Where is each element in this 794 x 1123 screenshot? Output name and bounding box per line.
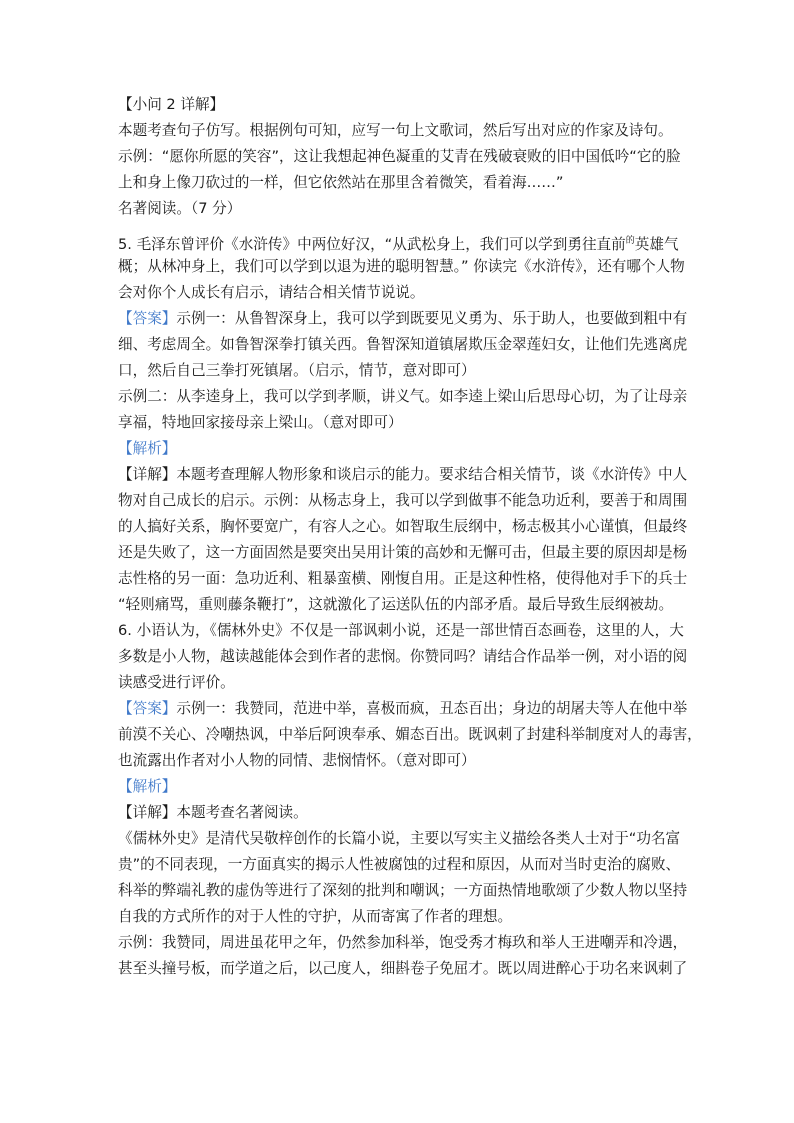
text-span: 示例一：从鲁智深身上，我可以学到既要见义勇为、乐于助人，也要做到粗中有 xyxy=(176,310,688,327)
text-line: 《儒林外史》是清代吴敬梓创作的长篇小说，主要以写实主义描绘各类人士对于“功名富 xyxy=(118,830,681,847)
answer-line xyxy=(118,696,688,722)
text-line: 科举的弊端礼教的虚伪等进行了深刻的批判和嘲讽；一方面热情地歌颂了少数人物以坚持 xyxy=(118,882,688,899)
text-line: 前漠不关心、冷嘲热讽，中举后阿谀奉承、媚态百出。既讽刺了封建科举制度对人的毒害， xyxy=(118,726,702,743)
analysis-tag: 【解析】 xyxy=(118,440,177,457)
text-line: 名著阅读。（7 分） xyxy=(118,200,242,217)
text-line: 【详解】本题考查名著阅读。 xyxy=(118,804,308,821)
text-line: 还是失败了，这一方面固然是要突出吴用计策的高妙和无懈可击，但最主要的原因却是杨 xyxy=(118,544,688,561)
text-line: 【详解】本题考查理解人物形象和谈启示的能力。要求结合相关情节，谈《水浒传》中人 xyxy=(118,466,688,483)
answer-tag: 【答案】 xyxy=(118,700,177,717)
text-line: 示例：我赞同，周进虽花甲之年，仍然参加科举，饱受秀才梅玖和举人王进嘲弄和冷遇， xyxy=(118,934,688,951)
text-line: “轻则痛骂，重则藤条鞭打”，这就激化了运送队伍的内部矛盾。最后导致生辰纲被劫。 xyxy=(118,596,674,613)
text-line: 细、考虑周全。如鲁智深拳打镇关西。鲁智深知道镇屠欺压金翠莲妇女，让他们先逃离虎 xyxy=(118,336,688,353)
answer-tag: 【答案】 xyxy=(118,310,177,327)
text-line: 6. 小语认为，《儒林外史》不仅是一部讽刺小说，还是一部世情百态画卷，这里的人，大 xyxy=(118,622,684,639)
text-line: 志性格的另一面：急功近利、粗暴蛮横、刚愎自用。正是这种性格，使得他对手下的兵士 xyxy=(118,570,688,587)
text-line: 自我的方式所作的对于人性的守护，从而寄寓了作者的理想。 xyxy=(118,908,513,925)
text-line: 甚至头撞号板，而学道之后，以己度人，细斟卷子免屈才。既以周进醉心于功名来讽刺了 xyxy=(118,960,688,977)
text-line: 贵”的不同表现，一方面真实的揭示人性被腐蚀的过程和原因，从而对当时吏治的腐败、 xyxy=(118,856,681,873)
text-line: 示例：“愿你所愿的笑容”，这让我想起神色凝重的艾青在残破衰败的旧中国低吟“它的脸 xyxy=(118,148,681,165)
text-line: 示例二：从李逵身上，我可以学到孝顺，讲义气。如李逵上梁山后思母心切，为了让母亲 xyxy=(118,388,688,405)
text-line: 上和身上像刀砍过的一样，但它依然站在那里含着微笑，看着海……” xyxy=(118,174,564,191)
answer-line xyxy=(118,306,688,332)
text-line: 概；从林冲身上，我们可以学到以退为进的聪明智慧。” 你读完《水浒传》，还有哪个人物 xyxy=(118,258,685,275)
document-page xyxy=(118,92,702,982)
question-5-line xyxy=(118,228,678,254)
analysis-tag: 【解析】 xyxy=(118,778,177,795)
text-line: 会对你个人成长有启示，请结合相关情节说说。 xyxy=(118,284,425,301)
text-line: 享福，特地回家接母亲上梁山。（意对即可） xyxy=(118,414,403,431)
text-span: 示例一：我赞同，范进中举，喜极而疯，丑态百出；身边的胡屠夫等人在他中举 xyxy=(176,700,688,717)
text-line: 多数是小人物，越读越能体会到作者的悲悯。你赞同吗？请结合作品举一例，对小语的阅 xyxy=(118,648,688,665)
text-line: 读感受进行评价。 xyxy=(118,674,235,691)
text-span: 5. 毛泽东曾评价《水浒传》中两位好汉，“从武松身上，我们可以学到勇往直前 xyxy=(118,236,626,253)
text-line: 也流露出作者对小人物的同情、悲悯情怀。（意对即可） xyxy=(118,752,476,769)
text-line: 物对自己成长的启示。示例：从杨志身上，我可以学到做事不能急功近利，要善于和周围 xyxy=(118,492,688,509)
section-heading: 【小问 2 详解】 xyxy=(118,96,225,113)
text-span: 英雄气 xyxy=(634,236,679,253)
text-line: 口，然后自己三拳打死镇屠。（启示，情节，意对即可） xyxy=(118,362,476,379)
text-line: 的人搞好关系，胸怀要宽广，有容人之心。如智取生辰纲中，杨志极其小心谨慎，但最终 xyxy=(118,518,688,535)
text-line: 本题考查句子仿写。根据例句可知，应写一句上文歌词，然后写出对应的作家及诗句。 xyxy=(118,122,673,139)
superscript-text: 的 xyxy=(625,236,635,246)
